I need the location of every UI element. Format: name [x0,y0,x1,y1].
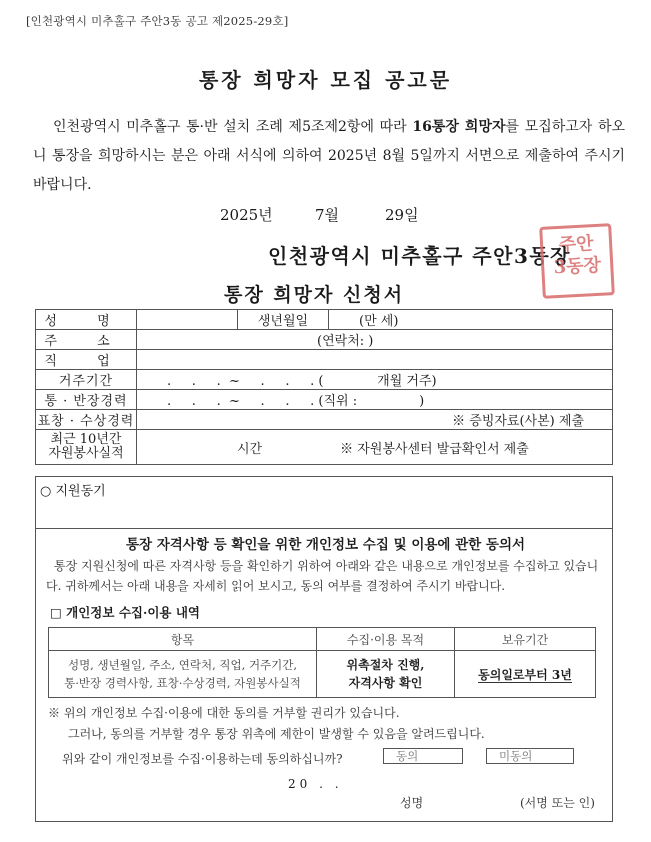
birth-field[interactable] [329,310,613,330]
consent-notes [48,703,608,745]
disagree-label: 미동의 [499,749,533,763]
consent-body: 통장 지원신청에 따른 자격사항 등을 확인하기 위하여 아래와 같은 내용으로 개인정보를 수집하고 있습니다. 귀하께서는 아래 내용을 자세히 읽어 보시고, 동의 여부를 결정하여 주시기 바랍니다. [46,559,599,593]
motive-divider [35,528,613,529]
job-label: 직 업 [36,350,137,370]
consent-note-1: ※ 위의 개인정보 수집·이용에 대한 동의를 거부할 권리가 있습니다. [48,706,400,720]
agree-checkbox[interactable] [383,748,463,764]
date-month: 7월 [315,206,340,224]
residence-field[interactable]: . . . ~ . . . ( 개월 거주) [137,370,613,390]
personal-info-section-title: □ 개인정보 수집·이용 내역 [50,605,200,620]
notice-reference: [인천광역시 미추홀구 주안3동 공고 제2025-29호] [26,14,289,28]
age-text: (만 세) [359,314,399,329]
career-label: 통 · 반장경력 [36,390,137,410]
award-field[interactable]: ※ 증빙자료(사본) 제출 [137,410,613,430]
official-seal: 주안 3동장 [539,223,615,299]
consent-note-2: 그러나, 동의를 거부할 경우 통장 위촉에 제한이 발생할 수 있음을 알려드립니다. [68,727,485,741]
issuer-name: 인천광역시 미추홀구 주안3동장 [268,244,572,268]
volunteer-field[interactable] [137,430,613,465]
row-address [36,330,613,350]
form-title: 통장 희망자 신청서 [224,284,405,306]
volunteer-note: ※ 자원봉사센터 발급확인서 제출 [340,441,529,457]
consent-question: 위와 같이 개인정보를 수집·이용하는데 동의하십니까? [62,752,343,766]
consent-title: 통장 자격사항 등 확인을 위한 개인정보 수집 및 이용에 관한 동의서 [125,537,526,553]
row-award [36,410,613,430]
residence-label: 거주기간 [36,370,137,390]
motive-label: ○ 지원동기 [40,484,106,499]
retention-cell: 동의일로부터 3년 [455,651,596,698]
contact-text: (연락처: ) [317,334,374,349]
row-residence [36,370,613,390]
page-title: 통장 희망자 모집 공고문 [198,68,453,92]
agree-label: 동의 [396,749,419,763]
signature-name-label: 성명 [400,796,424,810]
row-job [36,350,613,370]
date-day: 29일 [385,206,419,224]
motive-input[interactable] [36,498,612,528]
signature-date: 20 . . [288,777,343,791]
volunteer-hours: 시간 [237,441,263,457]
birth-label: 생년월일 [238,310,329,330]
name-field[interactable] [137,310,238,330]
application-form-table [35,309,613,465]
disagree-checkbox[interactable] [486,748,574,764]
row-name [36,310,613,330]
signature-hint: (서명 또는 인) [520,796,595,810]
address-field[interactable] [137,330,613,350]
volunteer-label: 최근 10년간 자원봉사실적 [36,430,137,465]
items-cell: 성명, 생년월일, 주소, 연락처, 직업, 거주기간, 통·반장 경력사항, 표창·수상경력, 자원봉사실적 [49,651,317,698]
name-label: 성 명 [36,310,137,330]
date-year: 2025년 [220,206,273,224]
intro-paragraph: 인천광역시 미추홀구 통·반 설치 조례 제5조제2항에 따라 16통장 희망자를 모집하고자 하오니 통장을 희망하시는 분은 아래 서식에 의하여 2025년 8월 5일까지 서면으로 제출하여 주시기 바랍니다. [33,119,626,193]
notice-date [220,204,419,225]
job-field[interactable] [137,350,613,370]
address-label: 주 소 [36,330,137,350]
career-field[interactable]: . . . ~ . . . (직위 : ) [137,390,613,410]
purpose-cell: 위촉절차 진행, 자격사항 확인 [317,651,455,698]
personal-info-table [48,627,596,698]
personal-info-header-row [49,628,596,651]
award-label: 표창 · 수상경력 [36,410,137,430]
row-volunteer [36,430,613,465]
personal-info-body-row [49,651,596,698]
header-retention: 보유기간 [455,628,596,651]
header-purpose: 수집·이용 목적 [317,628,455,651]
row-career [36,390,613,410]
header-items: 항목 [49,628,317,651]
